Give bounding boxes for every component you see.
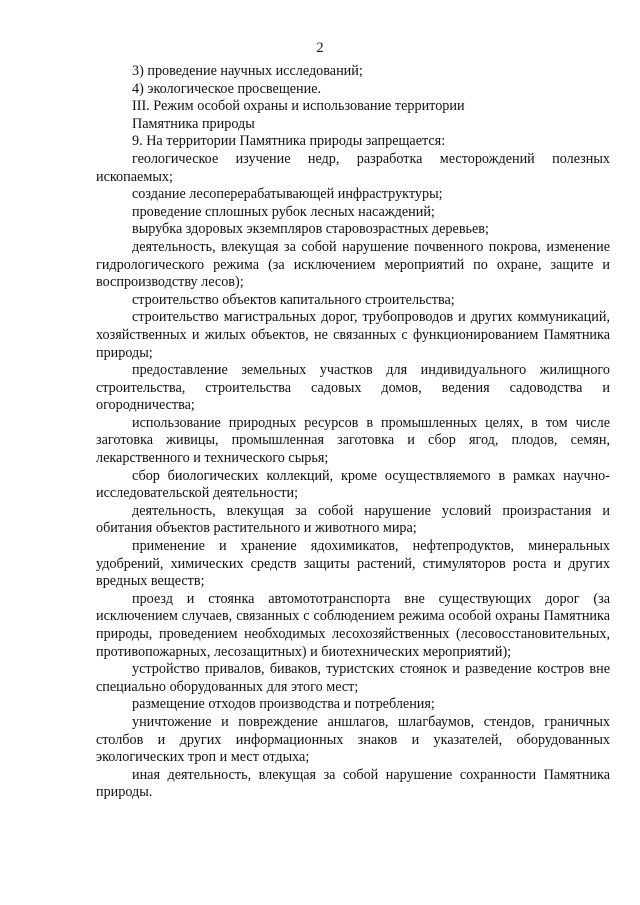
prohibition-item: использование природных ресурсов в промышленных целях, в том числе заготовка живицы, промышленная заготовка и сбор ягод, плодов, семян, лекарственного и технического сырья; — [96, 414, 610, 467]
prohibition-item: деятельность, влекущая за собой нарушение почвенного покрова, изменение гидрологического режима (за исключением мероприятий по охране, защите и воспроизводству лесов); — [96, 238, 610, 291]
intro-item: 4) экологическое просвещение. — [132, 80, 322, 97]
section-title-line: Памятника природы — [132, 115, 255, 132]
prohibition-item: проведение сплошных рубок лесных насаждений; — [132, 203, 435, 220]
prohibition-item: вырубка здоровых экземпляров старовозрастных деревьев; — [132, 221, 489, 238]
prohibition-item: устройство привалов, биваков, туристских стоянок и разведение костров вне специально оборудованных для этого мест; — [96, 661, 610, 695]
prohibition-item: предоставление земельных участков для индивидуального жилищного строительства, строительства садовых домов, ведения садоводства и огородничества; — [96, 362, 610, 414]
prohibition-item: размещение отходов производства и потребления; — [132, 696, 435, 713]
section-title-line: III. Режим особой охраны и использование территории — [132, 98, 465, 115]
prohibition-item: применение и хранение ядохимикатов, нефтепродуктов, минеральных удобрений, химических средств защиты растений, стимуляторов роста и других вредных веществ; — [96, 538, 610, 590]
prohibition-item: проезд и стоянка автомототранспорта вне существующих дорог (за исключением случаев, связанных с соблюдением режима особой охраны Памятника природы, проведением необходимых лесохозяйственных (лесовосстановительных, противопожарных, лесозащитных) и биотехнических мероприятий); — [96, 590, 610, 660]
section-title — [96, 98, 610, 133]
clause-heading: 9. На территории Памятника природы запрещается: — [132, 133, 446, 150]
prohibition-item: сбор биологических коллекций, кроме осуществляемого в рамках научно-исследовательской деятельности; — [96, 467, 610, 502]
prohibition-item: уничтожение и повреждение аншлагов, шлагбаумов, стендов, граничных столбов и других информационных знаков и указателей, оборудованных экологических троп и мест отдыха; — [96, 713, 610, 766]
prohibition-item: деятельность, влекущая за собой нарушение условий произрастания и обитания объектов растительного и животного мира; — [96, 502, 610, 537]
prohibition-item: геологическое изучение недр, разработка месторождений полезных ископаемых; — [96, 150, 610, 185]
prohibition-item: строительство объектов капитального строительства; — [132, 291, 455, 308]
intro-item: 3) проведение научных исследований; — [132, 63, 363, 79]
document-body — [96, 63, 610, 802]
prohibition-item: строительство магистральных дорог, трубопроводов и других коммуникаций, хозяйственных и жилых объектов, не связанных с функционированием Памятника природы; — [96, 309, 610, 361]
prohibition-item: создание лесоперерабатывающей инфраструктуры; — [132, 186, 443, 203]
page-number: 2 — [316, 40, 324, 56]
prohibition-item: иная деятельность, влекущая за собой нарушение сохранности Памятника природы. — [96, 766, 610, 801]
